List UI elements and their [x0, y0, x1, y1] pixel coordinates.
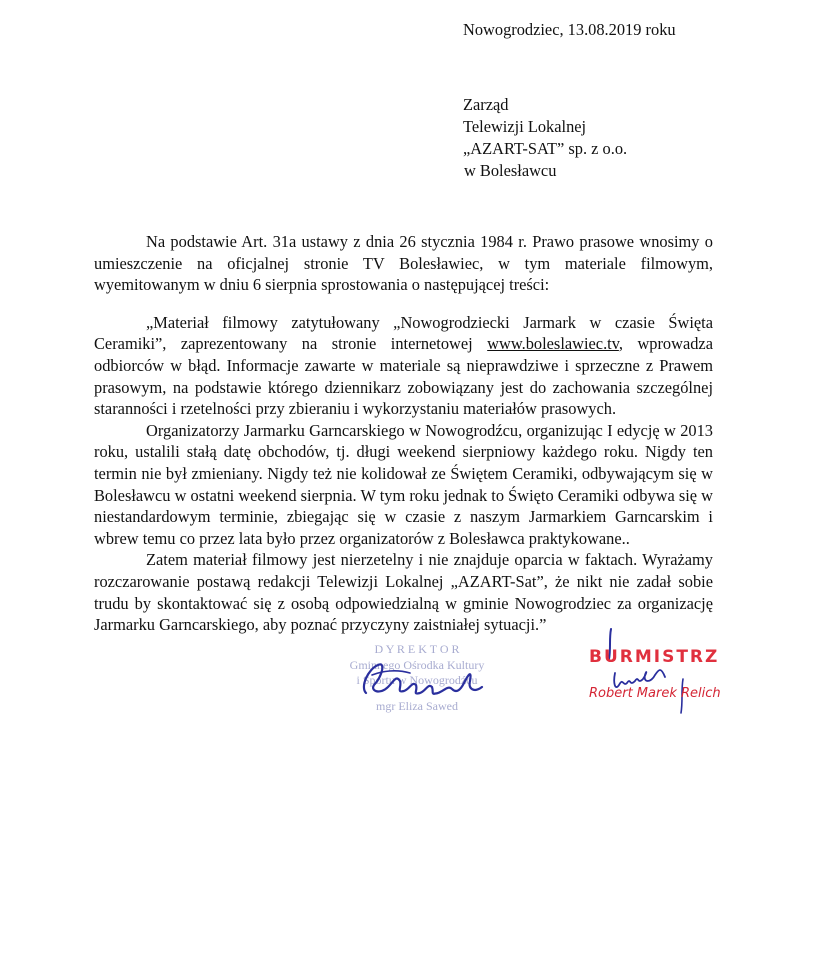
correction-paragraph-1 [94, 312, 713, 420]
mayor-stamp-name: Robert Marek Relich [589, 686, 721, 701]
correction-paragraph-2: Organizatorzy Jarmarku Garncarskiego w Nowogrodźcu, organizując I edycję w 2013 roku, ustalili stałą datę obchodów, tj. długi weekend sierpniowy każdego roku. Nigdy ten termin nie był zmieniany. Nigdy też nie kolidował ze Świętem Ceramiki, odbywającym się w Bolesławcu w ostatni weekend sierpnia. W tym roku jednak to Święto Ceramiki odbywa się w niestandardowym terminie, zbiegając się w czasie z naszym Jarmarkiem Garncarskim i wbrew temu co przez lata było przez organizatorów z Bolesławca praktykowane.. [94, 420, 713, 548]
director-stamp-line-4: mgr Eliza Sawed [376, 699, 458, 713]
addressee-line-4: w Bolesławcu [464, 161, 557, 180]
addressee-line-2: Telewizji Lokalnej [463, 117, 587, 136]
mayor-stamp [585, 625, 745, 715]
addressee-line-1: Zarząd [463, 95, 509, 114]
addressee-line-3: „AZART-SAT” sp. z o.o. [463, 139, 628, 158]
director-stamp-line-3: i Sportu w Nowogrodźcu [356, 673, 478, 687]
mayor-signature [585, 625, 745, 715]
para1-text-end: , wprowadza odbiorców w błąd. Informacje zawarte w materiale są nieprawdziwe i sprzeczne z Prawem prasowym, na podstawie którego dziennikarz zobowiązany jest do zachowania szczególnej staranności i rzetelności przy zbieraniu i wykorzystaniu materiałów prasowych. [94, 334, 713, 419]
website-link[interactable]: www.boleslawiec.tv [487, 334, 619, 354]
correction-paragraph-3: Zatem materiał filmowy jest nierzetelny i nie znajduje oparcia w faktach. Wyrażamy rozczarowanie postawą redakcji Telewizji Lokalnej „AZART-Sat”, że nikt nie zadał sobie trudu by skontaktować się z osobą odpowiedzialną w gminie Nowogrodziec za organizację Jarmarku Garncarskiego, aby poznać przyczyny zaistniałej sytuacji.” [94, 550, 713, 635]
director-stamp-line-1: D Y R E K T O R [374, 642, 460, 656]
director-signature [352, 647, 492, 707]
intro-paragraph: Na podstawie Art. 31a ustawy z dnia 26 stycznia 1984 r. Prawo prasowe wnosimy o umieszczenie na oficjalnej stronie TV Bolesławiec, w tym materiale filmowym, wyemitowanym w dniu 6 sierpnia sprostowania o następującej treści: [94, 232, 713, 295]
mayor-stamp-title: BURMISTRZ [589, 647, 720, 667]
para1-text-start: „Materiał filmowy zatytułowany „Nowogrodziecki Jarmark w czasie Święta Ceramiki”, zaprezentowany na stronie internetowej [94, 312, 713, 354]
addressee-block [463, 94, 627, 182]
director-stamp [322, 642, 522, 717]
director-stamp-line-2: Gminnego Ośrodka Kultury [349, 658, 485, 672]
date-line: Nowogrodziec, 13.08.2019 roku [463, 20, 676, 39]
letter-body [94, 231, 713, 636]
